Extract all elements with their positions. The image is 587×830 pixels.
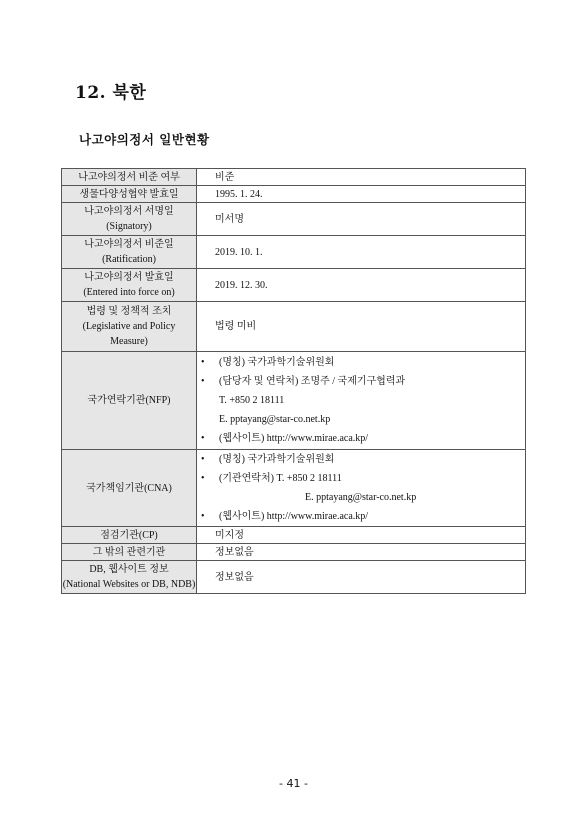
row-label-ko: DB, 웹사이트 정보 xyxy=(89,564,169,575)
page-number: - 41 - xyxy=(279,777,308,790)
nagoya-status-table xyxy=(61,168,526,594)
row-label-ko: 법령 및 정책적 조치 xyxy=(86,306,172,317)
bullet-icon: • xyxy=(201,473,205,484)
table-row xyxy=(62,203,526,236)
org-name: (명칭) 국가과학기술위원회 xyxy=(219,454,335,465)
contact-email: E. pptayang@star-co.net.kp xyxy=(219,414,331,425)
row-value: 2019. 10. 1. xyxy=(197,236,526,269)
row-label-ko: 나고야의정서 비준일 xyxy=(84,239,174,250)
row-label: 국가연락기관(NFP) xyxy=(62,352,197,450)
row-value: 법령 미비 xyxy=(197,302,526,352)
bullet-icon: • xyxy=(201,433,205,444)
contact-phone: (기관연락처) T. +850 2 18111 xyxy=(219,473,342,484)
list-item xyxy=(201,429,525,448)
row-value: 미지정 xyxy=(197,527,526,544)
table-row xyxy=(62,236,526,269)
row-label-en: Measure) xyxy=(110,336,148,347)
row-value: 1995. 1. 24. xyxy=(197,186,526,203)
row-label-en: (Legislative and Policy xyxy=(82,321,176,332)
table-row xyxy=(62,186,526,203)
row-label xyxy=(62,236,197,269)
bullet-icon: • xyxy=(201,511,205,522)
row-label: 생물다양성협약 발효일 xyxy=(62,186,197,203)
table-caption: 나고야의정서 일반현황 xyxy=(79,132,210,147)
row-label-en: (National Websites or DB, NDB) xyxy=(62,579,196,590)
table-row xyxy=(62,561,526,594)
table-row xyxy=(62,302,526,352)
row-label xyxy=(62,561,197,594)
table-row xyxy=(62,352,526,450)
bullet-icon: • xyxy=(201,376,205,387)
website-link[interactable]: (웹사이트) http://www.mirae.aca.kp/ xyxy=(219,511,369,522)
row-label-en: (Ratification) xyxy=(102,254,156,265)
row-label xyxy=(62,269,197,302)
row-value: 정보없음 xyxy=(197,561,526,594)
website-link[interactable]: (웹사이트) http://www.mirae.aca.kp/ xyxy=(219,433,369,444)
contact-phone: T. +850 2 18111 xyxy=(219,395,285,406)
row-label xyxy=(62,302,197,352)
row-label-ko: 나고야의정서 서명일 xyxy=(84,206,174,217)
table-row xyxy=(62,450,526,527)
org-name: (명칭) 국가과학기술위원회 xyxy=(219,357,335,368)
row-label-ko: 나고야의정서 발효일 xyxy=(84,272,174,283)
bullet-icon: • xyxy=(201,454,205,465)
row-value xyxy=(197,450,526,527)
row-value: 2019. 12. 30. xyxy=(197,269,526,302)
row-label: 그 밖의 관련기관 xyxy=(62,544,197,561)
bullet-icon: • xyxy=(201,357,205,368)
table-row xyxy=(62,269,526,302)
contact-person: (담당자 및 연락처) 조명주 / 국제기구협력과 xyxy=(219,376,406,387)
row-value: 미서명 xyxy=(197,203,526,236)
table-row xyxy=(62,527,526,544)
contact-list xyxy=(201,353,525,448)
row-value xyxy=(197,352,526,450)
section-title: 12. 북한 xyxy=(75,83,147,103)
list-item xyxy=(201,469,525,507)
list-item xyxy=(201,507,525,526)
row-label: 점검기관(CP) xyxy=(62,527,197,544)
row-label xyxy=(62,203,197,236)
row-label: 나고야의정서 비준 여부 xyxy=(62,169,197,186)
table-row xyxy=(62,544,526,561)
row-value: 비준 xyxy=(197,169,526,186)
row-value: 정보없음 xyxy=(197,544,526,561)
row-label-en: (Signatory) xyxy=(106,221,152,232)
list-item xyxy=(201,353,525,372)
row-label-en: (Entered into force on) xyxy=(83,287,175,298)
contact-email: E. pptayang@star-co.net.kp xyxy=(305,492,417,503)
row-label: 국가책임기관(CNA) xyxy=(62,450,197,527)
list-item xyxy=(201,372,525,429)
list-item xyxy=(201,450,525,469)
contact-list xyxy=(201,450,525,526)
table-row xyxy=(62,169,526,186)
